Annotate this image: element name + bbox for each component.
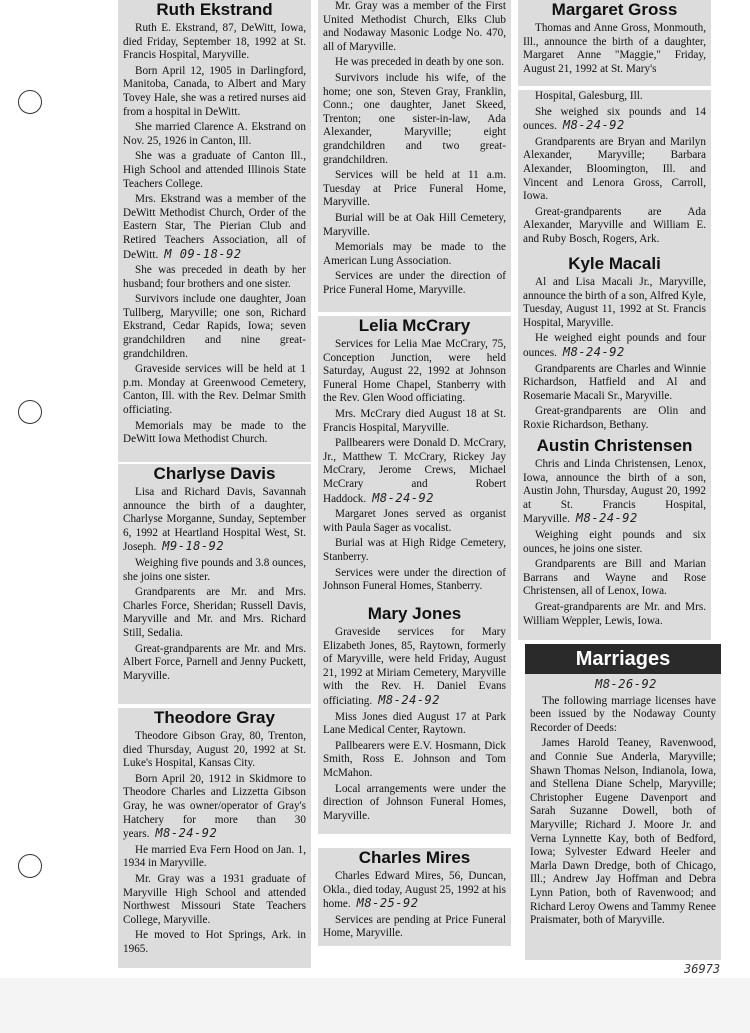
article-paragraph: [323, 914, 506, 941]
article-paragraph: [323, 437, 506, 506]
clipping-mary-jones: [318, 604, 511, 834]
paragraph-text: Margaret Jones served as organist with Paula Sager as vocalist.: [323, 508, 506, 534]
paragraph-text: Burial will be at Oak Hill Cemetery, Maryville.: [323, 211, 506, 238]
paragraph-text: Services for Lelia Mae McCrary, 75, Conception Junction, were held Saturday, August 22, 1992 at Johnson Funeral Home Chapel, Stanberry with the Rev. Glen Wood officiating.: [323, 338, 506, 405]
paragraph-text: Graveside services will be held at 1 p.m. Monday at Greenwood Cemetery, Canton, Ill. with the Rev. Delmar Smith officiating.: [123, 363, 306, 417]
paragraph-text: Thomas and Anne Gross, Monmouth, Ill., announce the birth of a daughter, Margaret Anne "Maggie," Friday, August 21, 1992 at St. Mary's: [523, 22, 706, 75]
article-paragraph: [123, 773, 306, 842]
clipping-charles-mires: [318, 848, 511, 946]
article-paragraph: [530, 737, 716, 927]
punch-hole: [18, 400, 42, 424]
paragraph-text: Survivors include one daughter, Joan Tullberg, Maryville; one son, Richard Ekstrand, Cedar Rapids, Iowa; seven grandchildren and nine great-grandchildren.: [123, 293, 306, 360]
article-paragraph: [123, 420, 306, 447]
article-paragraph: [523, 206, 706, 247]
clipping-theodore-gray: [118, 708, 311, 968]
paragraph-text: Grandparents are Mr. and Mrs. Charles Force, Sheridan; Russell Davis, Maryville and Mr. and Mrs. Richard Still, Sedalia.: [123, 586, 306, 639]
article-paragraph: [323, 270, 506, 297]
article-paragraph: [323, 711, 506, 738]
paragraph-text: Services will be held at 11 a.m. Tuesday at Price Funeral Home, Maryville.: [323, 169, 506, 209]
article-paragraph: [123, 264, 306, 291]
article-paragraph: [323, 338, 506, 406]
article-paragraph: [523, 332, 706, 360]
paragraph-text: Survivors include his wife, of the home; one son, Steven Gray, Franklin, Conn.; one daughter, Janet Skeed, Trenton; one sister-in-law, Ada Alexander, Maryville; eight grandchildren and two great-grandchildren.: [323, 71, 506, 166]
handwritten-date-note: M8-24-92: [562, 118, 625, 133]
paragraph-text: He married Eva Fern Hood on Jan. 1, 1934 in Maryville.: [123, 843, 306, 870]
headline: Charlyse Davis: [153, 464, 276, 483]
handwritten-date-note: M8-26-92: [595, 677, 657, 691]
paragraph-text: Memorials may be made to the American Lung Association.: [323, 241, 506, 267]
article-paragraph: [123, 150, 306, 191]
article-paragraph: [523, 136, 706, 204]
paragraph-text: Services were under the direction of Johnson Funeral Homes, Stanberry.: [323, 566, 506, 593]
handwritten-date-note: M 09-18-92: [164, 246, 242, 261]
article-paragraph: [323, 169, 506, 210]
paragraph-text: Al and Lisa Macali Jr., Maryville, announce the birth of a son, Alfred Kyle, Tuesday, August 11, 1992 at St. Francis Hospital, Maryville.: [523, 276, 706, 329]
paragraph-text: Great-grandparents are Mr. and Mrs. Albert Force, Parnell and Jenny Puckett, Maryville.: [123, 642, 306, 682]
paragraph-text: Local arrangements were under the direction of Johnson Funeral Homes, Maryville.: [323, 782, 506, 822]
clipping-austin-christensen: [518, 436, 711, 640]
punch-hole: [18, 854, 42, 878]
article-paragraph: [123, 65, 306, 119]
paragraph-text: Pallbearers were E.V. Hosmann, Dick Smith, Ross E. Johnson and Tom McMahon.: [323, 739, 506, 779]
article-paragraph: [523, 276, 706, 330]
article-paragraph: [523, 405, 706, 432]
handwritten-date-note: M8-24-92: [372, 490, 434, 505]
paragraph-text: Great-grandparents are Olin and Roxie Richardson, Bethany.: [523, 405, 706, 431]
article-paragraph: [123, 844, 306, 871]
article-paragraph: [123, 121, 306, 148]
handwritten-date-note: M8-24-92: [575, 511, 638, 526]
clipping-marriages: [525, 644, 721, 960]
paragraph-text: He weighed eight pounds and four ounces.: [523, 332, 706, 359]
handwritten-date-note: M8-25-92: [356, 896, 419, 911]
paragraph-text: Pallbearers were Donald D. McCrary, Jr., Matthew T. McCrary, Rickey Jay McCrary, Jerome Crews, Michael McCrary and Robert Haddock.: [323, 437, 506, 505]
article-paragraph: [123, 730, 306, 771]
article-paragraph: [523, 458, 706, 527]
article-paragraph: [123, 293, 306, 361]
article-paragraph: [323, 870, 506, 912]
clipping-margaret-gross-continued: [518, 90, 711, 254]
paragraph-text: Grandparents are Bill and Marian Barrans and Wayne and Rose Christensen, all of Lenox, Iowa.: [523, 558, 706, 598]
paragraph-text: Grandparents are Charles and Winnie Richardson, Hatfield and Al and Rosemarie Macali Sr., Maryville.: [523, 362, 706, 402]
paragraph-text: Mr. Gray was a member of the First United Methodist Church, Elks Club and Nodaway Masonic Lodge No. 470, all of Maryville.: [323, 0, 506, 53]
article-paragraph: [123, 557, 306, 584]
clipping-charlyse-davis: [118, 464, 311, 704]
paragraph-text: She was preceded in death by her husband; four brothers and one sister.: [123, 264, 306, 290]
paragraph-text: Services are pending at Price Funeral Home, Maryville.: [323, 913, 506, 940]
scanner-margin: [0, 978, 750, 1033]
article-paragraph: [123, 193, 306, 262]
article-paragraph: [323, 241, 506, 268]
headline: Margaret Gross: [551, 0, 678, 19]
article-paragraph: [123, 22, 306, 63]
clipping-ruth-ekstrand: [118, 0, 311, 462]
paragraph-text: Grandparents are Bryan and Marilyn Alexander, Maryville; Barbara Alexander, Bloomington, Ill. and Vincent and Lenora Gross, Carroll, Iowa.: [523, 135, 706, 203]
paragraph-text: Weighing five pounds and 3.8 ounces, she joins one sister.: [123, 556, 306, 583]
headline: Ruth Ekstrand: [156, 0, 273, 19]
article-paragraph: [123, 363, 306, 417]
headline: Charles Mires: [358, 848, 471, 867]
paragraph-text: Charles Edward Mires, 56, Duncan, Okla., died today, August 25, 1992 at his home.: [323, 870, 506, 911]
article-paragraph: [323, 537, 506, 564]
headline: Austin Christensen: [536, 436, 693, 455]
paragraph-text: Great-grandparents are Ada Alexander, Maryville and William E. and Ruby Bosch, Rogers, Ark.: [523, 205, 706, 245]
paragraph-text: Born April 20, 1912 in Skidmore to Theodore Charles and Lizzetta Gibson Gray, he was owner/operator of Gray's Hatchery for more than 30 years.: [123, 772, 306, 841]
headline: Lelia McCrary: [358, 316, 471, 335]
paragraph-text: Graveside services for Mary Elizabeth Jones, 85, Raytown, formerly of Maryville, were held Friday, August 21, 1992 at Miriam Cemetery, Maryville with the Rev. H. Daniel Evans officiating.: [323, 626, 506, 707]
headline: Mary Jones: [367, 604, 462, 623]
paragraph-text: Ruth E. Ekstrand, 87, DeWitt, Iowa, died Friday, September 18, 1992 at St. Francis Hospital, Maryville.: [123, 22, 306, 62]
article-paragraph: [323, 72, 506, 167]
article-paragraph: [123, 643, 306, 684]
paragraph-text: Services are under the direction of Price Funeral Home, Maryville.: [323, 270, 506, 296]
article-paragraph: [323, 212, 506, 239]
paragraph-text: Mrs. McCrary died August 18 at St. Francis Hospital, Maryville.: [323, 407, 506, 434]
article-paragraph: [323, 740, 506, 781]
headline: Kyle Macali: [568, 254, 661, 273]
article-paragraph: [123, 929, 306, 956]
article-paragraph: [523, 529, 706, 556]
paragraph-text: Burial was at High Ridge Cemetery, Stanberry.: [323, 537, 506, 563]
paragraph-text: The following marriage licenses have been issued by the Nodaway County Recorder of Deeds:: [530, 694, 716, 734]
paragraph-text: Theodore Gibson Gray, 80, Trenton, died Thursday, August 20, 1992 at St. Luke's Hospital, Kansas City.: [123, 730, 306, 770]
clipping-margaret-gross: [518, 0, 711, 86]
headline: Theodore Gray: [154, 708, 275, 727]
paragraph-text: Memorials may be made to the DeWitt Iowa Methodist Church.: [123, 419, 306, 446]
article-paragraph: [123, 873, 306, 927]
paragraph-text: Mrs. Ekstrand was a member of the DeWitt Methodist Church, Order of the Eastern Star, The Pierian Club and Retired Teachers Association, all of DeWitt.: [123, 193, 306, 261]
punch-hole: [18, 90, 42, 114]
handwritten-date-note: M9-18-92: [162, 539, 225, 554]
paragraph-text: Born April 12, 1905 in Darlingford, Manitoba, Canada, to Albert and Mary Tovey Hale, she was a retired nurses aid from a hospital in DeWitt.: [123, 64, 306, 118]
article-paragraph: [523, 363, 706, 404]
article-paragraph: [323, 626, 506, 709]
article-paragraph: [323, 56, 506, 70]
paragraph-text: Mr. Gray was a 1931 graduate of Maryville High School and attended Northwest Missouri State Teachers College, Maryville.: [123, 872, 306, 926]
clipping-theodore-gray-continued: [318, 0, 511, 312]
paragraph-text: Chris and Linda Christensen, Lenox, Iowa, announce the birth of a son, Austin John, Thursday, August 20, 1992 at St. Francis Hospital, Maryville.: [523, 458, 706, 526]
paragraph-text: He was preceded in death by one son.: [335, 56, 504, 69]
page-reference-number: 36973: [684, 962, 721, 976]
article-paragraph: [523, 106, 706, 134]
clipping-kyle-macali: [518, 254, 711, 436]
handwritten-date-note: M8-24-92: [155, 826, 218, 841]
article-paragraph: [323, 408, 506, 435]
article-paragraph: [523, 558, 706, 599]
paragraph-text: She was a graduate of Canton Ill., High School and attended Illinois State Teachers College.: [123, 150, 306, 190]
paragraph-text: Lisa and Richard Davis, Savannah announce the birth of a daughter, Charlyse Morganne, Sunday, September 6, 1992 at Heartland Hospital West, St. Joseph.: [123, 486, 306, 554]
paragraph-text: James Harold Teaney, Ravenwood, and Connie Sue Anderla, Maryville; Shawn Thomas Nelson, Indianola, Iowa, and Stellena Diane Schelp, Maryville; Christopher Eugene Davenport and Sarah Suzanne Dowell, both of Maryville; Richard J. Moore Jr. and Verna Lynnette Kay, both of Bedford, Iowa; Sylvester Edward Heeler and Marla Dawn Dredge, both of Chicago, Ill.; Andrew Jay Hoffman and Debra Lynn Pation, both of Ravenwood; and Richard Leroy Owens and Tammy Renee Praismater, both of Maryville.: [530, 737, 716, 927]
article-paragraph: [123, 486, 306, 555]
article-paragraph: [523, 601, 706, 628]
article-paragraph: [523, 22, 706, 76]
article-paragraph: [530, 695, 716, 736]
paragraph-text: Hospital, Galesburg, Ill.: [535, 90, 643, 102]
article-paragraph: [323, 0, 506, 54]
paragraph-text: She weighed six pounds and 14 ounces.: [523, 105, 706, 133]
article-paragraph: [323, 783, 506, 824]
article-paragraph: [323, 508, 506, 535]
clipping-lelia-mccrary: [318, 316, 511, 604]
paragraph-text: She married Clarence A. Ekstrand on Nov. 25, 1926 in Canton, Ill.: [123, 121, 306, 147]
article-paragraph: [123, 586, 306, 640]
paragraph-text: Weighing eight pounds and six ounces, he joins one sister.: [523, 528, 706, 555]
paragraph-text: He moved to Hot Springs, Ark. in 1965.: [123, 929, 306, 955]
handwritten-date-note: M8-24-92: [378, 692, 440, 707]
paragraph-text: Great-grandparents are Mr. and Mrs. William Weppler, Lewis, Iowa.: [523, 600, 706, 627]
article-paragraph: [323, 567, 506, 594]
paragraph-text: Miss Jones died August 17 at Park Lane Medical Center, Raytown.: [323, 710, 506, 737]
section-banner: Marriages: [525, 644, 721, 674]
article-paragraph: [523, 90, 706, 104]
article-paragraph: [530, 678, 716, 693]
handwritten-date-note: M8-24-92: [562, 344, 625, 359]
